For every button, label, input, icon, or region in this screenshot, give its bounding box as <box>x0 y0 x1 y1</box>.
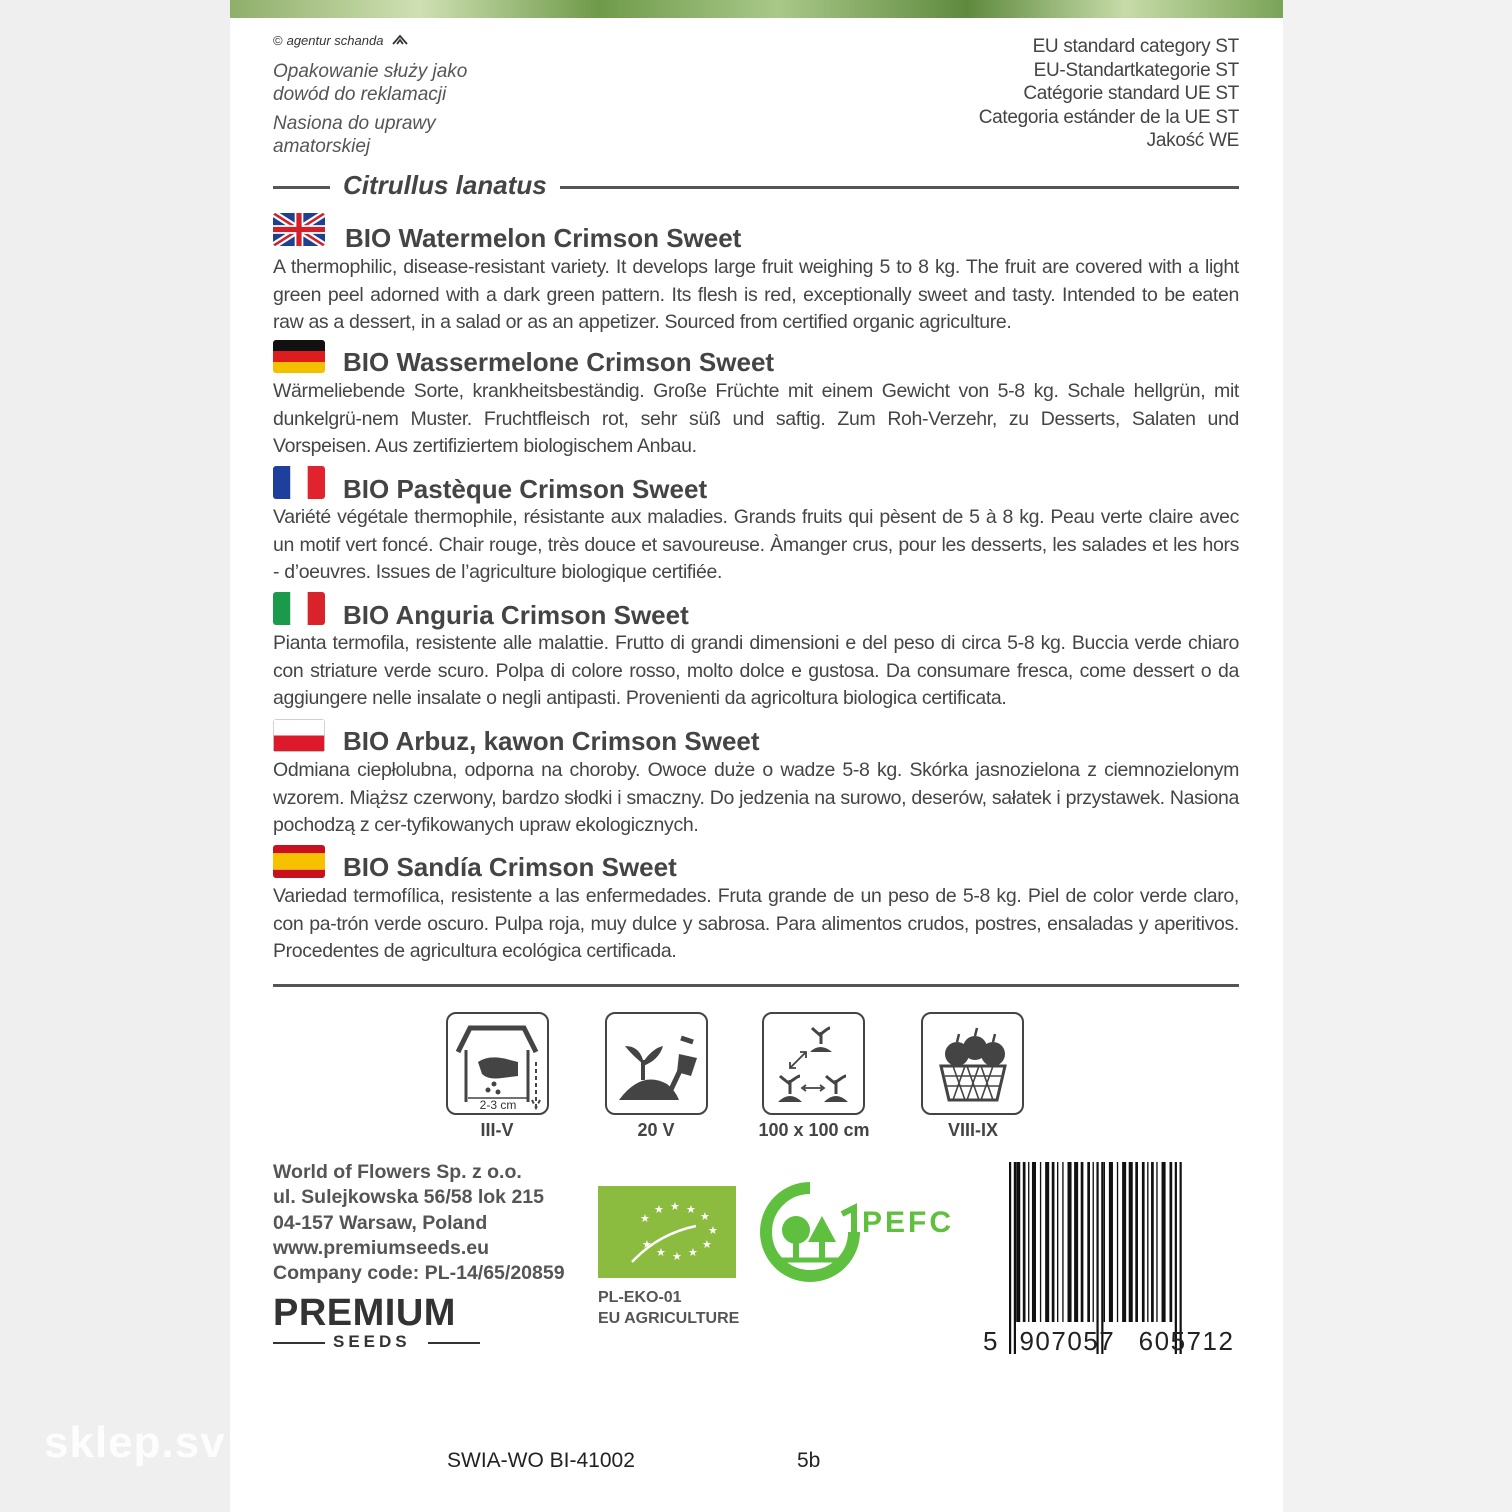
barcode-bar <box>1170 1162 1173 1322</box>
barcode-bar <box>1117 1162 1118 1322</box>
planting-caption: 20 V <box>637 1120 675 1140</box>
svg-text:★: ★ <box>686 1203 696 1216</box>
company-code: Company code: PL-14/65/20859 <box>273 1262 565 1285</box>
organic-code-label: EU AGRICULTURE <box>598 1310 740 1327</box>
company-info <box>273 1160 565 1286</box>
barcode-bar <box>1023 1162 1026 1322</box>
right-margin <box>1283 0 1512 1512</box>
section-title: BIO Pastèque Crimson Sweet <box>343 474 708 504</box>
barcode-bar <box>1109 1162 1113 1322</box>
organic-code-number: PL-EKO-01 <box>598 1289 682 1306</box>
svg-text:★: ★ <box>640 1212 650 1225</box>
latin-name: Citrullus lanatus <box>343 170 547 200</box>
barcode-bar <box>1057 1162 1058 1322</box>
section-spanish <box>273 845 1239 966</box>
poland-flag-icon <box>273 719 325 752</box>
brand-premium: PREMIUM <box>273 1292 456 1334</box>
svg-text:★: ★ <box>708 1224 718 1237</box>
eu-category-line: EU standard category ST <box>1032 36 1239 57</box>
barcode-first-digit: 5 <box>983 1326 998 1356</box>
section-body: Pianta termofila, resistente alle malattie. Frutto di grandi dimensioni e del peso di circa 5-8 kg. Buccia verde chiaro con striature verde scuro. Polpa di colore rosso, molto dolce e gustosa. Da consumare fresca, come dessert o da aggiungere nelle insalate o negli antipasti. Provenienti da agricoltura biologica certificata. <box>273 632 1239 709</box>
barcode-bar <box>1122 1162 1126 1322</box>
barcode-bar <box>1074 1162 1078 1322</box>
print-code: SWIA-WO BI-41002 <box>447 1449 635 1472</box>
barcode-bar <box>1087 1162 1090 1322</box>
left-margin <box>0 0 230 1512</box>
barcode-bar <box>1028 1162 1029 1322</box>
svg-text:★: ★ <box>656 1246 666 1259</box>
copyright-symbol-icon: © <box>273 33 283 48</box>
copyright-text: agentur schanda <box>286 33 384 48</box>
harvest-basket-icon <box>923 1014 1022 1113</box>
rule-left <box>273 186 330 189</box>
svg-text:★: ★ <box>702 1238 712 1251</box>
barcode-bar <box>1045 1162 1049 1322</box>
section-body: Odmiana ciepłolubna, odporna na choroby. Owoce duże o wadze 5-8 kg. Skórka jasnozielona z ciemnozielonym wzorem. Miąższ czerwony, bardzo słodki i smaczny. Do jedzenia na surowo, deserów, sałatek i przystawek. Nasiona pochodzą z cer-tyfikowanych upraw ekologicznych. <box>273 759 1239 836</box>
svg-text:★: ★ <box>700 1210 710 1223</box>
barcode-bar <box>1081 1162 1084 1322</box>
spacing-card <box>762 1012 865 1115</box>
planting-icon <box>607 1014 706 1113</box>
section-body: Variedad termofílica, resistente a las enfermedades. Fruta grande de un peso de 5-8 kg. Piel de color verde claro, con pa-trón verde oscuro. Pulpa roja, muy dulce y sabrosa. Para alimentos crudos, postres, ensaladas y aperitivos. Procedentes de agricultura ecológica certificada. <box>273 885 1239 962</box>
uk-flag-icon <box>273 213 325 246</box>
pefc-icon <box>758 1180 973 1285</box>
organic-code <box>598 1287 739 1329</box>
barcode-bar <box>1104 1162 1105 1322</box>
rule-right <box>560 186 1239 189</box>
spacing-caption: 100 x 100 cm <box>758 1120 870 1140</box>
company-city: 04-157 Warsaw, Poland <box>273 1211 488 1234</box>
barcode-bar <box>1151 1162 1154 1322</box>
company-name: World of Flowers Sp. z o.o. <box>273 1161 522 1183</box>
section-french <box>273 466 1239 587</box>
france-flag-icon <box>273 466 325 499</box>
barcode-group-1: 907057 <box>1019 1326 1116 1356</box>
section-title: BIO Wassermelone Crimson Sweet <box>343 347 775 377</box>
barcode-bar <box>1068 1162 1072 1322</box>
complaint-note: Opakowanie służy jako dowód do reklamacji <box>273 61 468 105</box>
section-german <box>273 340 1239 461</box>
watermark: sklep.sv <box>44 1418 226 1467</box>
planting-card <box>605 1012 708 1115</box>
harvest-caption: VIII-IX <box>947 1120 998 1140</box>
barcode-bar <box>1016 1162 1020 1322</box>
section-title: BIO Anguria Crimson Sweet <box>343 600 689 630</box>
depth-label: 2-3 cm <box>479 1098 517 1112</box>
barcode-bar <box>1093 1162 1094 1322</box>
eu-category-line: Catégorie standard UE ST <box>1023 83 1239 104</box>
eu-leaf-icon <box>598 1186 736 1278</box>
sowing-indoor-card <box>446 1012 549 1115</box>
svg-text:★: ★ <box>642 1238 652 1251</box>
harvest-card <box>921 1012 1024 1115</box>
barcode-bar <box>1052 1162 1055 1322</box>
eu-category-line: Categoria estánder de la UE ST <box>978 106 1239 128</box>
company-street: ul. Sulejkowska 56/58 lok 215 <box>273 1186 544 1209</box>
svg-text:★: ★ <box>688 1246 698 1259</box>
section-italian <box>273 592 1239 713</box>
eu-category-line: EU-Standartkategorie ST <box>1033 59 1239 81</box>
section-english <box>273 213 1239 337</box>
amateur-note: Nasiona do uprawy amatorskiej <box>273 113 436 157</box>
divider <box>273 984 1239 987</box>
barcode-bar <box>1156 1162 1157 1322</box>
eu-category <box>979 35 1239 153</box>
section-body: Wärmeliebende Sorte, krankheitsbeständig. Große Früchte mit einem Gewicht von 5-8 kg. Schale hellgrün, mit dunkelgrü-nem Muster. Fruchtfleisch rot, sehr süß und saftig. Zum Roh-Verzehr, zu Desserts, Salaten und Vorspeisen. Aus zertifiziertem biologischem Anbau. <box>273 380 1239 457</box>
pefc-text: PEFC <box>862 1206 955 1239</box>
italy-flag-icon <box>273 592 325 625</box>
barcode-bar <box>1147 1162 1148 1322</box>
brand-seeds: SEEDS <box>333 1332 411 1351</box>
spacing-icon <box>764 1014 863 1113</box>
svg-text:★: ★ <box>670 1200 680 1213</box>
photo-strip <box>230 0 1283 18</box>
barcode-bar <box>1162 1162 1166 1322</box>
copyright <box>273 33 409 48</box>
spain-flag-icon <box>273 845 325 878</box>
print-number: 5b <box>797 1449 821 1472</box>
schanda-logo-icon <box>391 34 409 46</box>
section-body: A thermophilic, disease-resistant variety. It develops large fruit weighing 5 to 8 kg. The fruit are covered with a light green peel adorned with a dark green pattern. Its flesh is red, exceptionally sweet and tasty. Intended to be eaten raw as a dessert, in a salad or as an appetizer. Sourced from certified organic agriculture. <box>273 256 1239 333</box>
barcode-group-2: 605712 <box>1138 1326 1235 1356</box>
eu-organic-logo <box>598 1186 736 1278</box>
section-title: BIO Sandía Crimson Sweet <box>343 852 677 882</box>
section-title: BIO Arbuz, kawon Crimson Sweet <box>343 726 760 756</box>
seed-packet-back <box>230 0 1283 1512</box>
barcode-bar <box>1142 1162 1145 1322</box>
barcode-bar <box>1129 1162 1133 1322</box>
eu-category-line: Jakość WE <box>1146 130 1239 151</box>
germany-flag-icon <box>273 340 325 373</box>
barcode-bar <box>1062 1162 1063 1322</box>
pefc-logo <box>758 1180 973 1285</box>
svg-text:★: ★ <box>672 1250 682 1263</box>
premium-seeds-logo <box>273 1292 483 1352</box>
barcode-bar <box>1032 1162 1036 1322</box>
barcode-digits <box>983 1326 1245 1357</box>
sowing-caption: III-V <box>480 1120 514 1140</box>
company-website[interactable]: www.premiumseeds.eu <box>273 1236 490 1259</box>
section-body: Variété végétale thermophile, résistante aux maladies. Grands fruits qui pèsent de 5 à 8 kg. Peau verte claire avec un motif vert foncé. Chair rouge, très douce et savoureuse. Àmanger crus, pour les desserts, les salades et les hors - d’oeuvres. Issues de l’agriculture biologique certifiée. <box>273 506 1239 583</box>
barcode-bar <box>1135 1162 1138 1322</box>
barcode-bar <box>1040 1162 1041 1322</box>
section-title: BIO Watermelon Crimson Sweet <box>345 223 742 253</box>
section-polish <box>273 719 1239 840</box>
latin-name-row <box>273 170 1239 200</box>
svg-text:★: ★ <box>654 1203 664 1216</box>
